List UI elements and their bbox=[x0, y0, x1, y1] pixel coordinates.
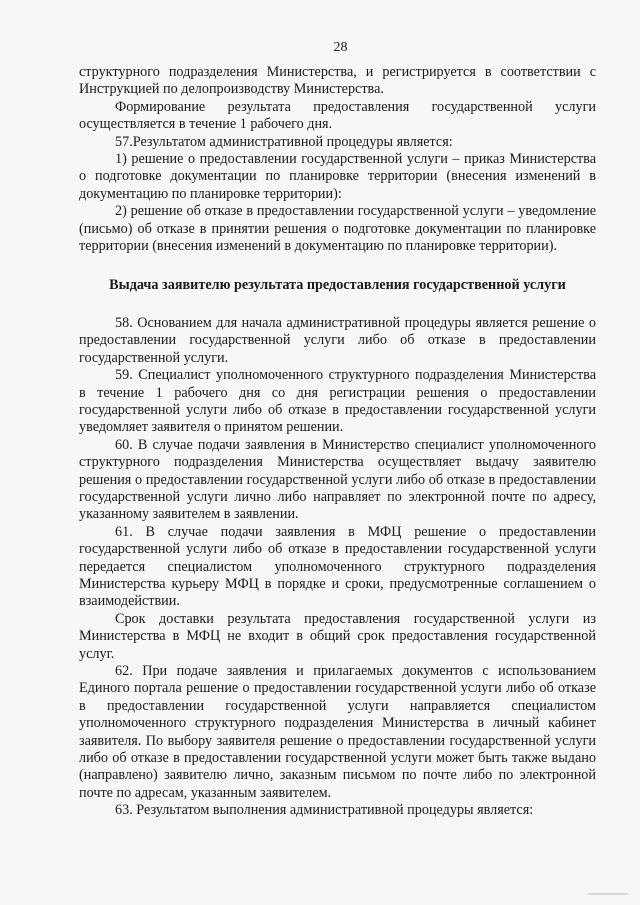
paragraph-continuation: структурного подразделения Министерства, и регистрируется в соответствии с Инструкцией по делопроизводству Министерства. bbox=[79, 64, 596, 98]
paragraph-57: 57.Результатом административной процедуры является: bbox=[115, 133, 453, 150]
paragraph-delivery-term: Срок доставки результата предоставления государственной услуги из Министерства в МФЦ не входит в общий срок предоставления государственной услуг. bbox=[79, 610, 596, 662]
section-heading: Выдача заявителю результата предоставления государственной услуги bbox=[109, 277, 566, 294]
scan-artifact bbox=[588, 893, 628, 895]
paragraph-57-item-1: 1) решение о предоставлении государственной услуги – приказ Министерства о подготовке документации по планировке территории (внесения изменений в документацию по планировке территории): bbox=[79, 151, 596, 202]
paragraph-58: 58. Основанием для начала административной процедуры является решение о предоставлении государственной услуги либо об отказе в предоставлении государственной услуги. bbox=[79, 314, 596, 366]
paragraph-59: 59. Специалист уполномоченного структурного подразделения Министерства в течение 1 рабочего дня со дня регистрации решения о предоставлении государственной услуги либо об отказе в предоставлении государственной услуги уведомляет заявителя о принятом решении. bbox=[79, 367, 596, 436]
paragraph-57-item-2: 2) решение об отказе в предоставлении государственной услуги – уведомление (письмо) об отказе в принятии решения о подготовке документации по планировке территории (внесения изменений в документацию по планировке территории). bbox=[79, 203, 596, 255]
paragraph-63: 63. Результатом выполнения административной процедуры является: bbox=[115, 802, 534, 819]
paragraph-62: 62. При подаче заявления и прилагаемых документов с использованием Единого портала решение о предоставлении государственной услуги либо об отказе в предоставлении государственной услуги направляется специалистом уполномоченного структурного подразделения Министерства в личный кабинет заявителя. По выбору заявителя решение о предоставлении государственной услуги либо об отказе в предоставлении государственной услуги может быть также выдано (направлено) заявителю лично, заказным письмом по почте либо по электронной почте по адресам, указанным заявителем. bbox=[79, 663, 596, 801]
paragraph-61: 61. В случае подачи заявления в МФЦ решение о предоставлении государственной услуги либо об отказе в предоставлении государственной услуги передается специалистом уполномоченного структурного подразделения Министерства курьеру МФЦ в порядке и сроки, предусмотренные соглашением о взаимодействии. bbox=[79, 523, 596, 610]
paragraph-60: 60. В случае подачи заявления в Министерство специалист уполномоченного структурного подразделения Министерства осуществляет выдачу заявителю решения о предоставлении государственной услуги либо об отказе в предоставлении государственной услуги лично либо направляет по электронной почте по адресу, указанному заявителем в заявлении. bbox=[79, 436, 596, 523]
page-number: 28 bbox=[333, 40, 348, 55]
paragraph-formation: Формирование результата предоставления государственной услуги осуществляется в течение 1 рабочего дня. bbox=[79, 98, 596, 133]
